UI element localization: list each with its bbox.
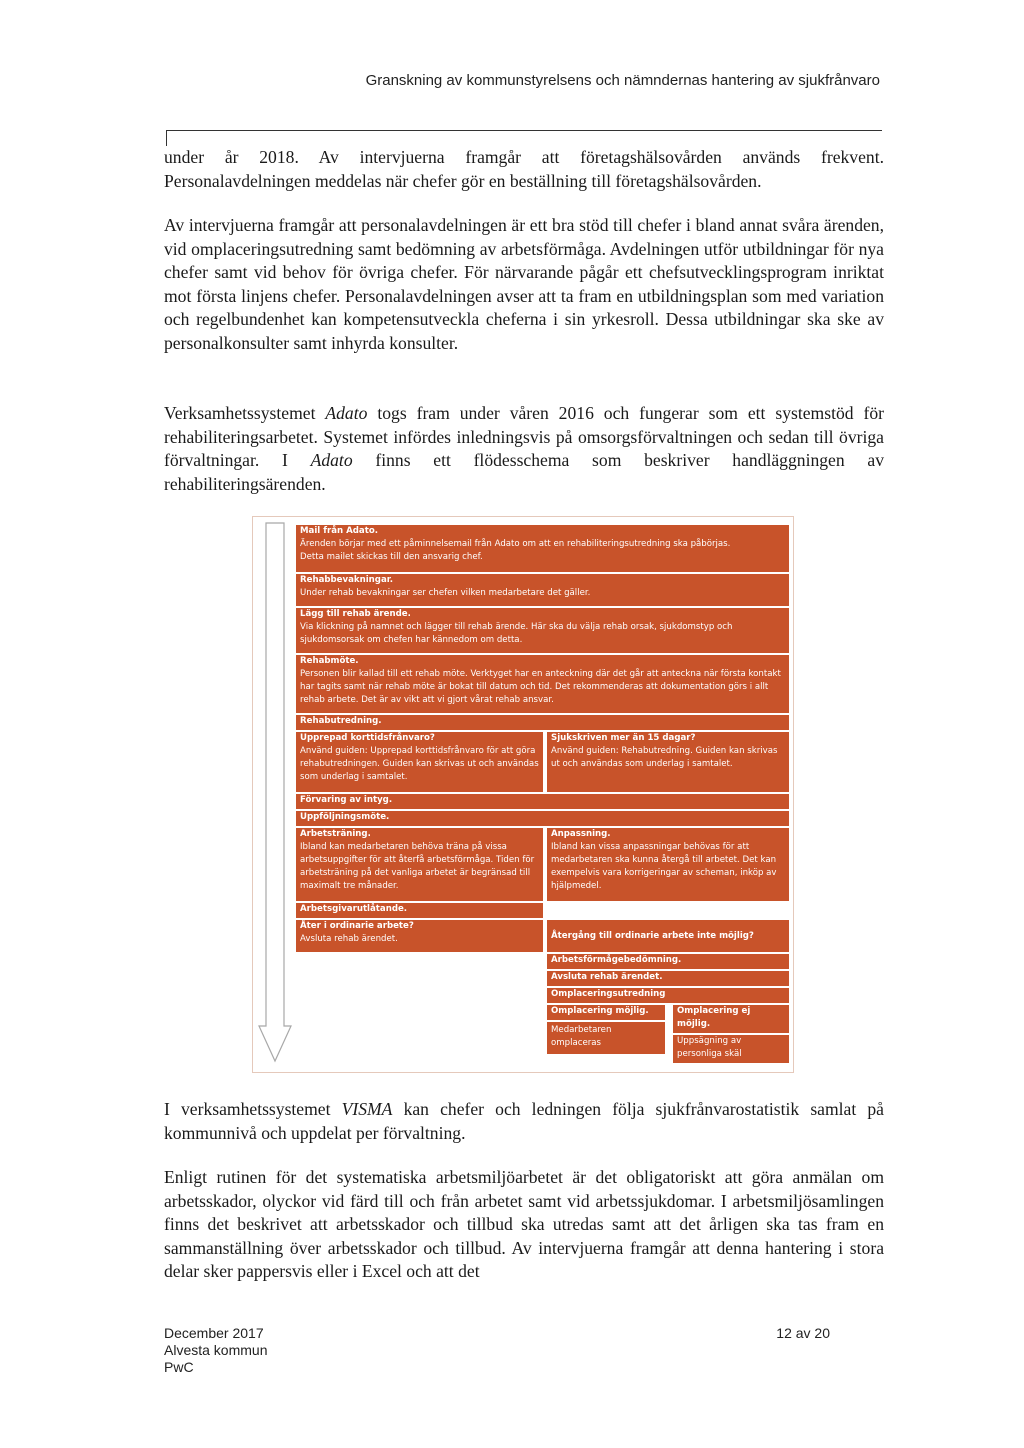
step-dismissal xyxy=(673,1035,789,1063)
p4-visma: VISMA xyxy=(341,1099,393,1119)
step-title: Omplacering ej möjlig. xyxy=(677,1006,751,1029)
footer-org: Alvesta kommun xyxy=(164,1342,268,1358)
header-rule xyxy=(166,130,882,131)
step-relocation-not-possible xyxy=(673,1005,789,1033)
step-employer-statement xyxy=(296,903,543,918)
step-desc: Under rehab bevakningar ser chefen vilken medarbetare det gäller. xyxy=(300,588,591,598)
step-title: Sjukskriven mer än 15 dagar? xyxy=(551,733,696,743)
p3-text-c: finns ett flödesschema som beskriver handläggningen av rehabiliteringsärenden. xyxy=(164,450,884,494)
step-title: Anpassning. xyxy=(551,829,611,839)
step-title: Rehabmöte. xyxy=(300,656,359,666)
step-close-case xyxy=(547,971,789,986)
step-title: Uppsägning av personliga skäl xyxy=(677,1036,742,1059)
step-add-case xyxy=(296,608,789,653)
step-relocation-investigation xyxy=(547,988,789,1003)
footer-left xyxy=(164,1325,267,1376)
step-desc: Avsluta rehab ärendet. xyxy=(300,934,398,944)
step-adjustment xyxy=(547,828,789,901)
step-desc: Personen blir kallad till ett rehab möte. Verktyget har en anteckning där det går att anteckna när första kontakt har tagits samt när rehab möte är bokat till datum och tid. Det rekommenderas att dokumentation görs i allt rehab arbete. Det är av vikt att vi gjort vårat rehab ansvar. xyxy=(300,669,781,705)
step-desc: Ibland kan vissa anpassningar behövas för att medarbetaren ska kunna återgå till arbetet. Det kan exempelvis vara korrigeringar av scheman, inköp av hjälpmedel. xyxy=(551,842,777,891)
step-relocation-possible xyxy=(547,1005,665,1020)
step-title: Upprepad korttidsfrånvaro? xyxy=(300,733,435,743)
step-desc: Detta mailet skickas till den ansvarig chef. xyxy=(300,552,483,562)
step-desc: Ibland kan medarbetaren behöva träna på vissa arbetsuppgifter för att återfå arbetsförmåga. Tiden för arbetsträning på det vanliga arbetet är begränsad till maximalt tre månader. xyxy=(300,842,535,891)
step-title: Arbetsgivarutlåtande. xyxy=(300,904,408,914)
step-title: Avsluta rehab ärendet. xyxy=(551,972,663,982)
step-return-not-possible xyxy=(547,920,789,952)
step-title: Förvaring av intyg. xyxy=(300,795,393,805)
step-title: Återgång till ordinarie arbete inte möjlig? xyxy=(551,931,754,941)
step-title: Arbetsförmågebedömning. xyxy=(551,955,682,965)
step-desc: Använd guiden: Upprepad korttidsfrånvaro för att göra rehabutredningen. Guiden kan skrivas ut och användas som underlag i samtalet. xyxy=(300,746,539,782)
step-work-training xyxy=(296,828,543,901)
page-number: 12 av 20 xyxy=(776,1325,830,1341)
p4-text-b: kan chefer och ledningen följa sjukfrånvarostatistik samlat på kommunnivå och uppdelat per förvaltning. xyxy=(164,1099,884,1143)
step-follow-up-meeting xyxy=(296,811,789,826)
step-title: Arbetsträning. xyxy=(300,829,371,839)
p4-text-a: I verksamhetssystemet xyxy=(164,1099,342,1119)
step-title: Medarbetaren omplaceras xyxy=(551,1025,612,1048)
step-mail-from-adato xyxy=(296,525,789,572)
p3-adato-1: Adato xyxy=(325,403,368,423)
p3-text-a: Verksamhetssystemet xyxy=(164,403,326,423)
step-title: Åter i ordinarie arbete? xyxy=(300,921,414,931)
step-certificate-storage xyxy=(296,794,789,809)
paragraph-5: Enligt rutinen för det systematiska arbetsmiljöarbetet är det obligatoriskt att göra anmälan om arbetsskador, olyckor vid färd till och från arbetet samt vid arbetssjukdomar. I arbetsmiljösamlingen finns det beskrivet att arbetsskador och tillbud ska utredas samt att det årligen ska tas fram en sammanställning över arbetsskador och tillbud. Av intervjuerna framgår att denna hantering i stora delar sker pappersvis eller i Excel och att det xyxy=(164,1167,884,1281)
step-title: Omplaceringsutredning xyxy=(551,989,666,999)
paragraph-3 xyxy=(164,402,884,496)
paragraph-4 xyxy=(164,1098,884,1145)
down-arrow-icon xyxy=(257,521,293,1066)
step-title: Mail från Adato. xyxy=(300,526,378,536)
p3-text-b: togs fram under våren 2016 och fungerar som ett systemstöd för rehabiliteringsarbetet. Systemet infördes inledningsvis på omsorgsförvaltningen och sedan till övriga förvaltningar. I xyxy=(164,403,884,470)
step-title: Omplacering möjlig. xyxy=(551,1006,649,1016)
step-title: Rehabutredning. xyxy=(300,716,382,726)
step-rehab-meeting xyxy=(296,655,789,713)
step-title: Uppföljningsmöte. xyxy=(300,812,390,822)
step-employee-relocated xyxy=(547,1022,665,1054)
step-repeated-short-absence xyxy=(296,732,543,792)
step-rehab-investigation xyxy=(296,715,789,730)
step-work-capacity-assessment xyxy=(547,954,789,969)
step-title: Lägg till rehab ärende. xyxy=(300,609,411,619)
step-desc: Ärenden börjar med ett påminnelsemail från Adato om att en rehabiliteringsutredning ska påbörjas. xyxy=(300,539,731,549)
footer-firm: PwC xyxy=(164,1359,194,1375)
rehab-flowchart xyxy=(252,516,794,1073)
step-sick-over-15-days xyxy=(547,732,789,792)
p3-adato-2: Adato xyxy=(310,450,353,470)
page-header: Granskning av kommunstyrelsens och nämndernas hantering av sjukfrånvaro xyxy=(365,72,880,89)
step-desc: Via klickning på namnet och lägger till rehab ärende. Här ska du välja rehab orsak, sjukdomstyp och sjukdomsorsak om chefen har kännedom om detta. xyxy=(300,622,733,645)
footer-date: December 2017 xyxy=(164,1325,264,1341)
paragraph-2: Av intervjuerna framgår att personalavdelningen är ett bra stöd till chefer i bland annat svåra ärenden, vid omplaceringsutredning samt bedömning av arbetsförmåga. Avdelningen utför utbildningar för nya chefer samt vid behov för övriga chefer. För närvarande pågår ett chefsutvecklingsprogram inriktat mot första linjens chefer. Personalavdelningen avser att ta fram en utbildningsplan som med variation och regelbundenhet kan kompetensutveckla cheferna i sin yrkesroll. Dessa utbildningar ska ske av personalkonsulter samt inhyrda konsulter. xyxy=(164,215,884,353)
paragraph-1: under år 2018. Av intervjuerna framgår att företagshälsovården används frekvent. Personalavdelningen meddelas när chefer gör en beställning till företagshälsovården. xyxy=(164,147,884,191)
step-desc: Använd guiden: Rehabutredning. Guiden kan skrivas ut och användas som underlag i samtalet. xyxy=(551,746,778,769)
step-rehab-watch xyxy=(296,574,789,606)
step-title: Rehabbevakningar. xyxy=(300,575,394,585)
step-back-to-work xyxy=(296,920,543,952)
header-rule-tick xyxy=(166,130,167,146)
